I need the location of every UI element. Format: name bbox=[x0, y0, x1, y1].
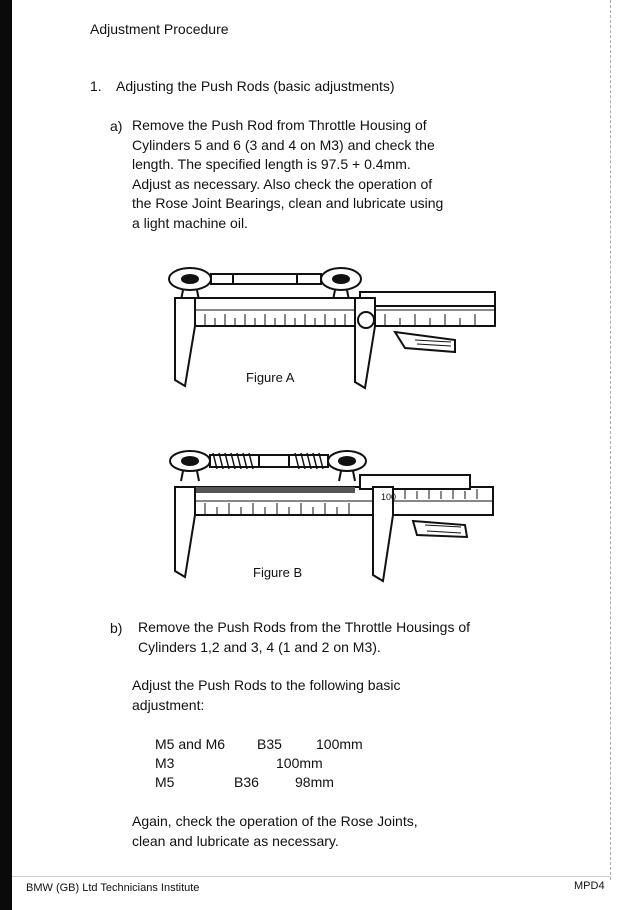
item-a-label: a) bbox=[110, 118, 123, 134]
figure-a-push-rod bbox=[169, 268, 361, 300]
figure-b-caption: Figure B bbox=[253, 565, 303, 580]
item-b-intro: Adjust the Push Rods to the following basic adjustment: bbox=[132, 677, 401, 713]
figure-b-scale-label: 100 bbox=[381, 492, 397, 502]
footer-divider bbox=[12, 876, 610, 877]
table-row-1-model: M5 and M6 bbox=[155, 736, 226, 752]
figure-b-caliper bbox=[175, 475, 493, 581]
table-row-3-engine: B36 bbox=[234, 774, 259, 790]
footer-page-code: MPD4 bbox=[574, 880, 605, 892]
table-row-2-length: 100mm bbox=[276, 755, 323, 771]
item-b-closing: Again, check the operation of the Rose Joints, clean and lubricate as necessary. bbox=[132, 813, 418, 849]
scan-right-border bbox=[610, 0, 612, 880]
figure-b-push-rod bbox=[170, 451, 366, 481]
page-heading: Adjustment Procedure bbox=[90, 21, 229, 37]
table-row-3-length: 98mm bbox=[295, 774, 334, 790]
table-row-1-length: 100mm bbox=[316, 736, 363, 752]
figure-a-caliper bbox=[175, 292, 495, 388]
table-row-3-model: M5 bbox=[155, 774, 175, 790]
figure-a-caption: Figure A bbox=[246, 370, 295, 385]
figure-b-illustration bbox=[155, 445, 505, 585]
footer-left: BMW (GB) Ltd Technicians Institute bbox=[26, 882, 200, 894]
item-b-label: b) bbox=[110, 620, 123, 636]
section-title: Adjusting the Push Rods (basic adjustments) bbox=[116, 78, 395, 94]
section-number: 1. bbox=[90, 78, 102, 94]
figure-a-illustration bbox=[155, 262, 505, 394]
item-b-text: Remove the Push Rods from the Throttle Housings of Cylinders 1,2 and 3, 4 (1 and 2 on M3). bbox=[138, 619, 471, 655]
scan-edge-bar bbox=[0, 0, 12, 910]
table-row-1-engine: B35 bbox=[257, 736, 282, 752]
table-row-2-model: M3 bbox=[155, 755, 175, 771]
item-a-text: Remove the Push Rod from Throttle Housing of Cylinders 5 and 6 (3 and 4 on M3) and check the length. The specified length is 97.5 + 0.4mm. Adjust as necessary. Also check the operation of the Rose Joint Bearings, clean and lubricate using a light machine oil. bbox=[132, 117, 444, 231]
